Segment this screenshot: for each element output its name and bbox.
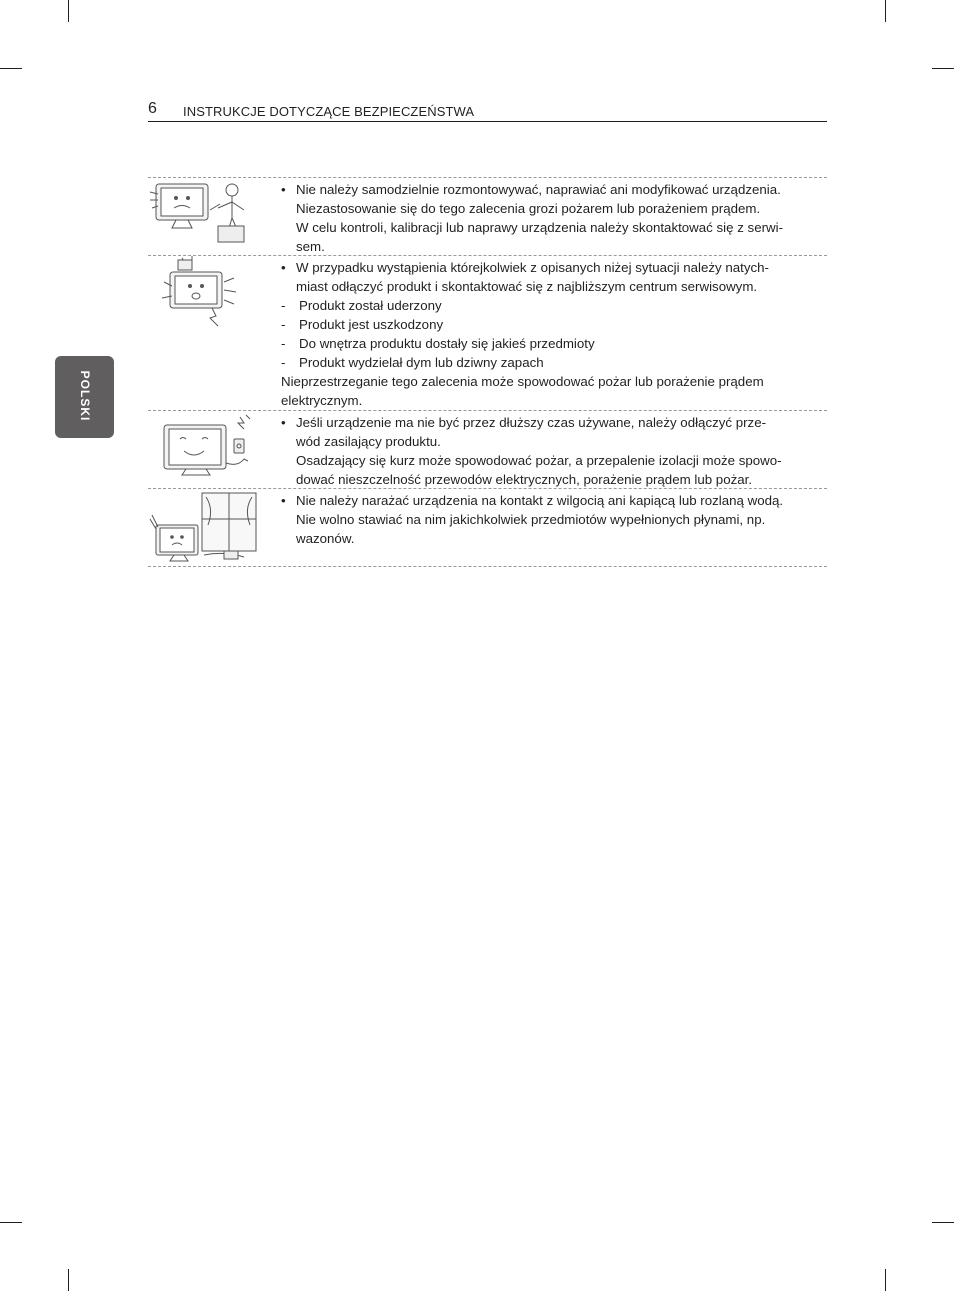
- crop-mark: [0, 1222, 22, 1223]
- text-line: wazonów.: [296, 531, 355, 546]
- crop-mark: [885, 0, 886, 22]
- safety-row: [148, 488, 827, 567]
- text-line: • Jeśli urządzenie ma nie być przez dłuższy czas używane, należy odłączyć prze-: [296, 415, 767, 430]
- text-line: wód zasilający produktu.: [296, 434, 441, 449]
- safety-text: [281, 178, 827, 256]
- safety-table: [148, 177, 827, 567]
- sub-item: - Do wnętrza produktu dostały się jakieś przedmioty: [281, 334, 827, 353]
- tv-moisture-illustration: [148, 489, 266, 567]
- safety-text: [281, 256, 827, 410]
- warning-note: Nieprzestrzeganie tego zalecenia może spowodować pożar lub porażenie prądem: [281, 374, 764, 389]
- sub-item: - Produkt wydzielał dym lub dziwny zapach: [281, 353, 827, 372]
- text-line: • Nie należy narażać urządzenia na kontakt z wilgocią ani kapiącą lub rozlaną wodą.: [296, 493, 784, 508]
- sub-item: - Produkt został uderzony: [281, 296, 827, 315]
- text-line: Osadzający się kurz może spowodować pożar, a przepalenie izolacji może spowo-: [296, 453, 782, 468]
- safety-row: [148, 255, 827, 410]
- text-line: Niezastosowanie się do tego zalecenia grozi pożarem lub porażeniem prądem.: [296, 201, 761, 216]
- text-line: • W przypadku wystąpienia którejkolwiek z opisanych niżej sytuacji należy natych-: [296, 260, 769, 275]
- safety-text: [281, 489, 827, 548]
- text-line: miast odłączyć produkt i skontaktować się z najbliższym centrum serwisowym.: [296, 279, 758, 294]
- crop-mark: [68, 1269, 69, 1291]
- text-line: sem.: [296, 239, 325, 254]
- bullet-item: [281, 258, 827, 296]
- bullet-item: [281, 180, 827, 256]
- section-title: INSTRUKCJE DOTYCZĄCE BEZPIECZEŃSTWA: [183, 104, 475, 119]
- crop-mark: [932, 1222, 954, 1223]
- crop-mark: [932, 68, 954, 69]
- text-line: W celu kontroli, kalibracji lub naprawy urządzenia należy skontaktować się z serwi-: [296, 220, 784, 235]
- crop-mark: [0, 68, 22, 69]
- language-label: POLSKI: [78, 370, 92, 422]
- crop-mark: [68, 0, 69, 22]
- safety-row: [148, 410, 827, 488]
- sub-item: - Produkt jest uszkodzony: [281, 315, 827, 334]
- safety-text: [281, 411, 827, 489]
- tv-repair-illustration: [148, 178, 266, 250]
- header-divider: [148, 121, 827, 122]
- bullet-item: [281, 491, 827, 548]
- safety-row: [148, 177, 827, 255]
- page-number: 6: [148, 100, 157, 117]
- tv-unplugged-illustration: [148, 411, 266, 483]
- text-line: dować nieszczelność przewodów elektrycznych, porażenie prądem lub pożar.: [296, 472, 753, 487]
- bullet-item: [281, 413, 827, 489]
- crop-mark: [885, 1269, 886, 1291]
- warning-note: elektrycznym.: [281, 393, 363, 408]
- text-line: Nie wolno stawiać na nim jakichkolwiek przedmiotów wypełnionych płynami, np.: [296, 512, 766, 527]
- text-line: • Nie należy samodzielnie rozmontowywać, naprawiać ani modyfikować urządzenia.: [296, 182, 781, 197]
- tv-damaged-illustration: [148, 256, 266, 328]
